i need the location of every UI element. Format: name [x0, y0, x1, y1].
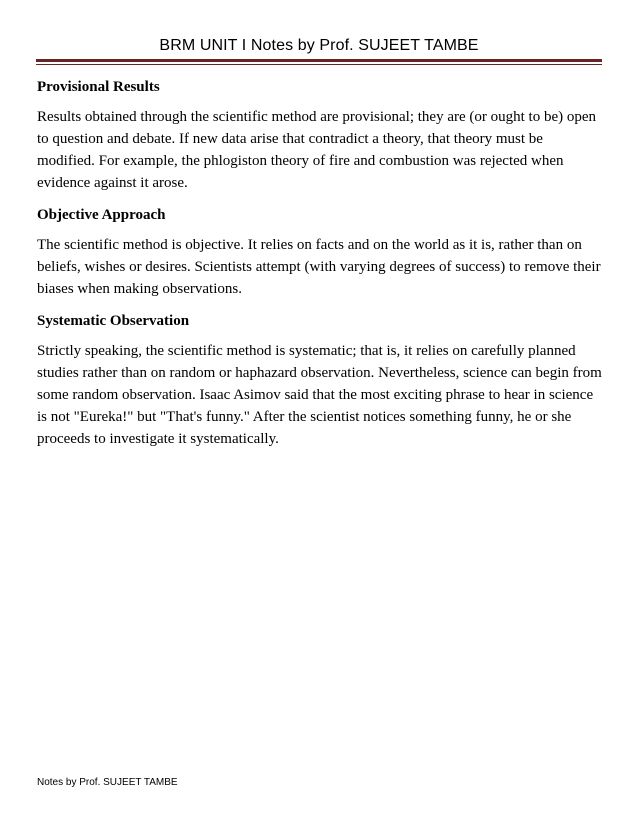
header-divider-thick	[36, 59, 602, 62]
section-objective-approach	[37, 204, 603, 300]
document-body	[37, 76, 603, 460]
section-systematic-observation	[37, 310, 603, 450]
section-provisional-results	[37, 76, 603, 194]
section-heading: Objective Approach	[37, 207, 166, 223]
page-footer: Notes by Prof. SUJEET TAMBE	[37, 777, 178, 788]
section-heading: Systematic Observation	[37, 313, 190, 329]
section-heading: Provisional Results	[37, 79, 160, 95]
header-divider-thin	[36, 64, 602, 65]
section-paragraph: Strictly speaking, the scientific method is systematic; that is, it relies on carefully planned studies rather than on random or haphazard observation. Nevertheless, science can begin from some random observation. Isaac Asimov said that the most exciting phrase to hear in science is not "Eureka!" but "That's funny." After the scientist notices something funny, he or she proceeds to investigate it systematically.	[37, 343, 602, 447]
section-paragraph: Results obtained through the scientific method are provisional; they are (or ought to be) open to question and debate. If new data arise that contradict a theory, that theory must be modified. For example, the phlogiston theory of fire and combustion was rejected when evidence against it arose.	[37, 109, 597, 191]
page-header-title: BRM UNIT I Notes by Prof. SUJEET TAMBE	[159, 37, 479, 54]
section-paragraph: The scientific method is objective. It relies on facts and on the world as it is, rather than on beliefs, wishes or desires. Scientists attempt (with varying degrees of success) to remove their biases when making observations.	[37, 237, 601, 297]
